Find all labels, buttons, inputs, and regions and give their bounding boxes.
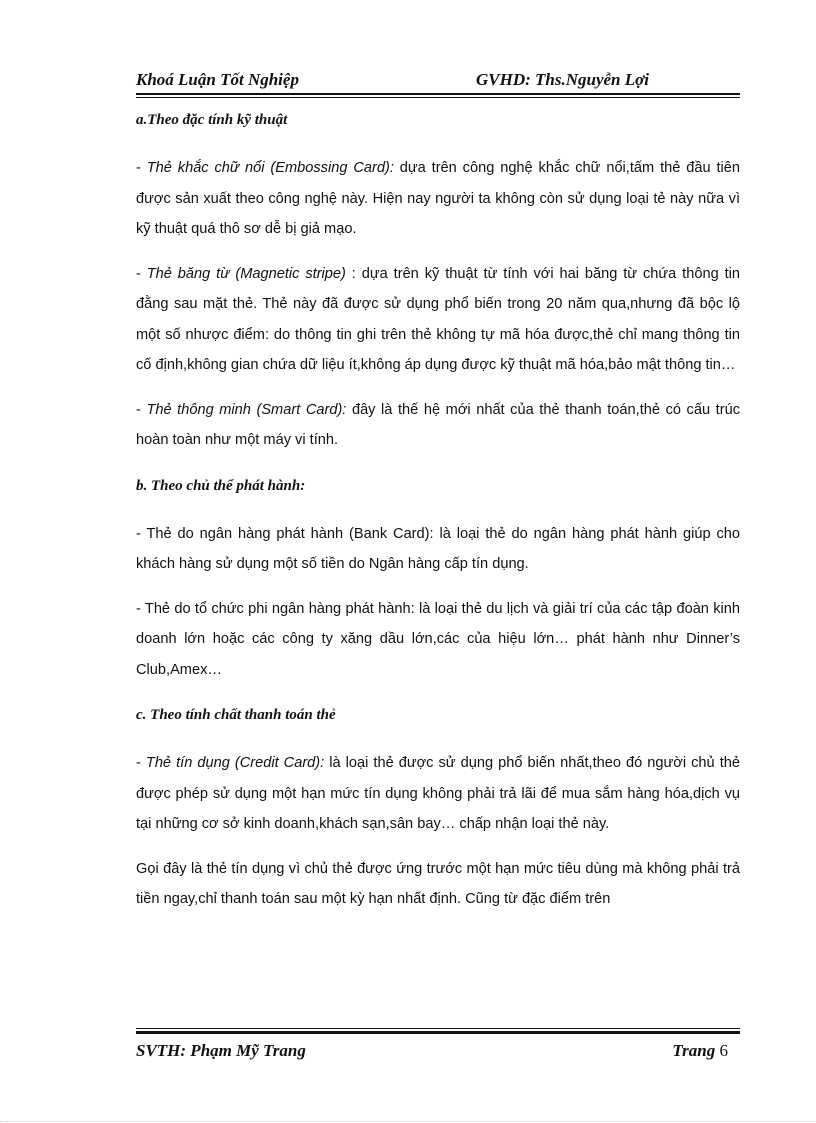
page-bottom-edge (0, 1121, 816, 1122)
paragraph-text: đây là thế hệ mới nhất của thẻ thanh toán,thẻ có cấu trúc hoàn toàn như một máy vi tính. (136, 401, 740, 448)
paragraph-text: : dựa trên kỹ thuật từ tính với hai băng từ chứa thông tin đằng sau mặt thẻ. Thẻ này đã được sử dụng phổ biến trong 20 năm qua,nhưng đã bộc lộ một số nhược điểm: do thông tin ghi trên thẻ không tự mã hóa được,thẻ chỉ mang thông tin cố định,không gian chứa dữ liệu ít,không áp dụng được kỹ thuật mã hóa,bảo mật thông tin… (136, 265, 740, 373)
paragraph-magnetic-stripe (136, 259, 740, 381)
paragraph-text: là loại thẻ được sử dụng phổ biến nhất,theo đó người chủ thẻ được phép sử dụng một hạn mức tín dụng không phải trả lãi để mua sắm hàng hóa,dịch vụ tại những cơ sở kinh doanh,khách sạn,sân bay… chấp nhận loại thẻ này. (136, 755, 740, 832)
page-number: 6 (719, 1041, 728, 1060)
paragraph-text: dựa trên công nghệ khắc chữ nổi,tấm thẻ đầu tiên được sản xuất theo công nghệ này. Hiện nay người ta không còn sử dụng loại tẻ này nữa vì kỹ thuật quá thô sơ dễ bị giả mạo. (136, 160, 740, 237)
footer-page (672, 1041, 728, 1061)
heading-c: c. Theo tính chất thanh toán thẻ (136, 707, 336, 723)
heading-b: b. Theo chủ thể phát hành: (136, 477, 306, 494)
page-footer (136, 1041, 740, 1065)
term-smart-card: Thẻ thông minh (Smart Card): (146, 401, 347, 418)
page-body (136, 112, 740, 915)
paragraph-smart-card (136, 395, 740, 456)
paragraph-credit-explanation: Gọi đây là thẻ tín dụng vì chủ thẻ được ứng trước một hạn mức tiêu dùng mà không phải trả tiền ngay,chỉ thanh toán sau một kỳ hạn nhất định. Cũng từ đặc điểm trên (136, 860, 740, 907)
heading-a: a.Theo đặc tính kỹ thuật (136, 112, 288, 128)
dash: - (136, 265, 147, 282)
footer-student: SVTH: Phạm Mỹ Trang (136, 1041, 306, 1060)
header-rule-thin (136, 97, 740, 98)
header-thesis-title: Khoá Luận Tốt Nghiệp (136, 70, 299, 89)
dash: - (136, 160, 147, 176)
header-advisor: GVHD: Ths.Nguyễn Lợi (476, 70, 649, 89)
page-header (136, 70, 740, 92)
term-magnetic-stripe: Thẻ băng từ (Magnetic stripe) (146, 265, 346, 282)
footer-rule-thin (136, 1028, 740, 1029)
header-rule-thick (136, 93, 740, 95)
footer-rule-thick (136, 1031, 740, 1034)
page-label: Trang (672, 1041, 716, 1060)
dash: - (136, 401, 147, 418)
paragraph-bank-card: - Thẻ do ngân hàng phát hành (Bank Card): là loại thẻ do ngân hàng phát hành giúp cho khách hàng sử dụng một số tiền do Ngân hàng cấp tín dụng. (136, 525, 740, 572)
paragraph-credit-card (136, 748, 740, 840)
paragraph-non-bank-card: - Thẻ do tổ chức phi ngân hàng phát hành: là loại thẻ du lịch và giải trí của các tập đoàn kinh doanh lớn hoặc các công ty xăng dầu lớn,các của hiệu lớn… phát hành như Dinner’s Club,Amex… (136, 600, 740, 678)
term-credit-card: Thẻ tín dụng (Credit Card): (145, 755, 325, 771)
paragraph-embossing-card (136, 153, 740, 245)
dash: - (136, 755, 146, 771)
term-embossing-card: Thẻ khắc chữ nổi (Embossing Card): (146, 160, 394, 176)
